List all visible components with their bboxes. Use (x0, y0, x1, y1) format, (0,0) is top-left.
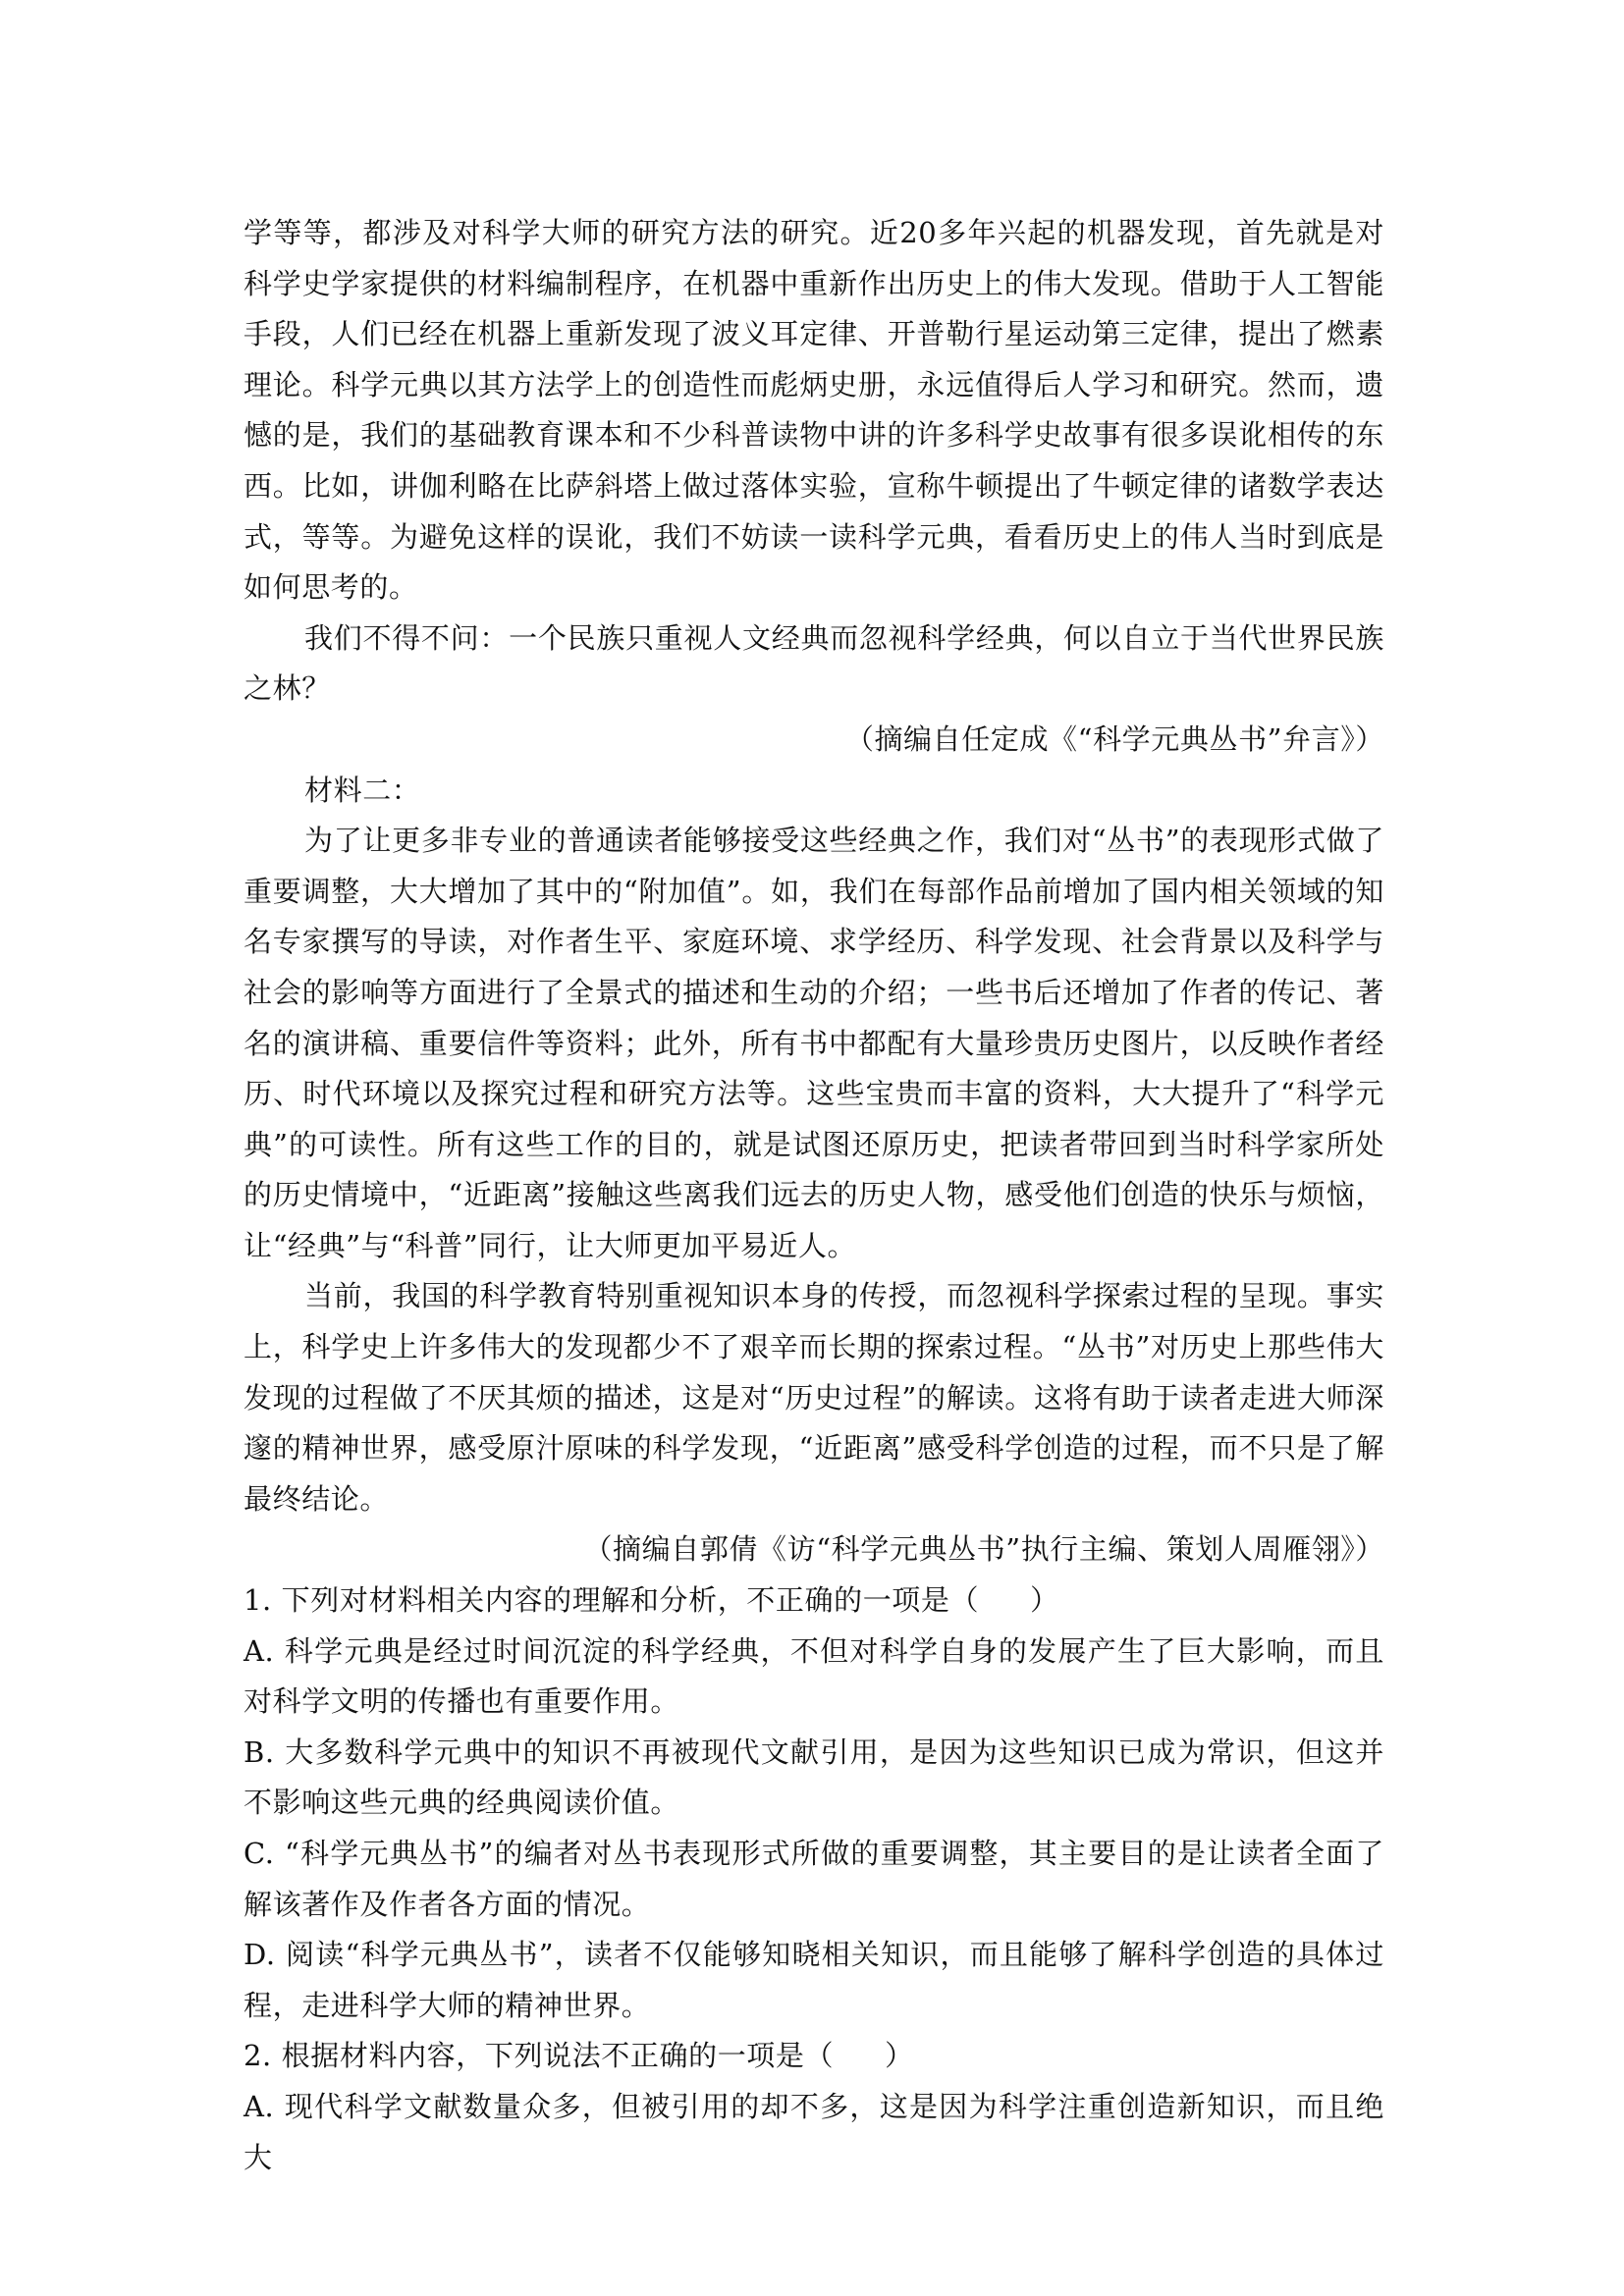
question-text-end: ） (1030, 1583, 1059, 1618)
question-option: A. 科学元典是经过时间沉淀的科学经典，不但对科学自身的发展产生了巨大影响，而且对科学文明的传播也有重要作用。 (244, 1633, 1384, 1719)
body-paragraph: 当前，我国的科学教育特别重视知识本身的传授，而忽视科学探索过程的呈现。事实上，科学史上许多伟大的发现都少不了艰辛而长期的探索过程。“丛书”对历史上那些伟大发现的过程做了不厌其烦的描述，这是对“历史过程”的解读。这将有助于读者走进大师深邃的精神世界，感受原汁原味的科学发现，“近距离”感受科学创造的过程，而不只是了解最终结论。 (244, 1279, 1384, 1516)
section-heading: 材料二： (304, 773, 421, 807)
document-page (244, 208, 1384, 2183)
question-stem (244, 1575, 1384, 1627)
body-paragraph: 我们不得不问：一个民族只重视人文经典而忽视科学经典，何以自立于当代世界民族之林？ (244, 620, 1384, 706)
source-citation: （摘编自郭倩《访“科学元典丛书”执行主编、策划人周雁翎》） (583, 1532, 1384, 1567)
question-text: 1. 下列对材料相关内容的理解和分析，不正确的一项是（ (244, 1583, 980, 1618)
question-option: B. 大多数科学元典中的知识不再被现代文献引用，是因为这些知识已成为常识，但这并不影响这些元典的经典阅读价值。 (244, 1735, 1384, 1820)
question-option: A. 现代科学文献数量众多，但被引用的却不多，这是因为科学注重创造新知识，而且绝大 (244, 2089, 1384, 2174)
question-option: C. “科学元典丛书”的编者对丛书表现形式所做的重要调整，其主要目的是让读者全面了解该著作及作者各方面的情况。 (244, 1837, 1384, 1921)
body-paragraph: 为了让更多非专业的普通读者能够接受这些经典之作，我们对“丛书”的表现形式做了重要调整，大大增加了其中的“附加值”。如，我们在每部作品前增加了国内相关领域的知名专家撰写的导读，对作者生平、家庭环境、求学经历、科学发现、社会背景以及科学与社会的影响等方面进行了全景式的描述和生动的介绍；一些书后还增加了作者的传记、著名的演讲稿、重要信件等资料；此外，所有书中都配有大量珍贵历史图片，以反映作者经历、时代环境以及探究过程和研究方法等。这些宝贵而丰富的资料，大大提升了“科学元典”的可读性。所有这些工作的目的，就是试图还原历史，把读者带回到当时科学家所处的历史情境中，“近距离”接触这些离我们远去的历史人物，感受他们创造的快乐与烦恼，让“经典”与“科普”同行，让大师更加平易近人。 (244, 824, 1384, 1262)
question-stem (244, 2031, 1384, 2082)
question-option: D. 阅读“科学元典丛书”，读者不仅能够知晓相关知识，而且能够了解科学创造的具体过程，走进科学大师的精神世界。 (244, 1938, 1384, 2022)
body-paragraph: 学等等，都涉及对科学大师的研究方法的研究。近20多年兴起的机器发现，首先就是对科学史学家提供的材料编制程序，在机器中重新作出历史上的伟大发现。借助于人工智能手段，人们已经在机器上重新发现了波义耳定律、开普勒行星运动第三定律，提出了燃素理论。科学元典以其方法学上的创造性而彪炳史册，永远值得后人学习和研究。然而，遗憾的是，我们的基础教育课本和不少科普读物中讲的许多科学史故事有很多误讹相传的东西。比如，讲伽利略在比萨斜塔上做过落体实验，宣称牛顿提出了牛顿定律的诸数学表达式，等等。为避免这样的误讹，我们不妨读一读科学元典，看看历史上的伟人当时到底是如何思考的。 (244, 216, 1384, 605)
source-citation: （摘编自任定成《“科学元典丛书”弁言》） (844, 721, 1384, 756)
question-text: 2. 根据材料内容，下列说法不正确的一项是（ (244, 2039, 835, 2073)
question-text-end: ） (885, 2039, 914, 2073)
